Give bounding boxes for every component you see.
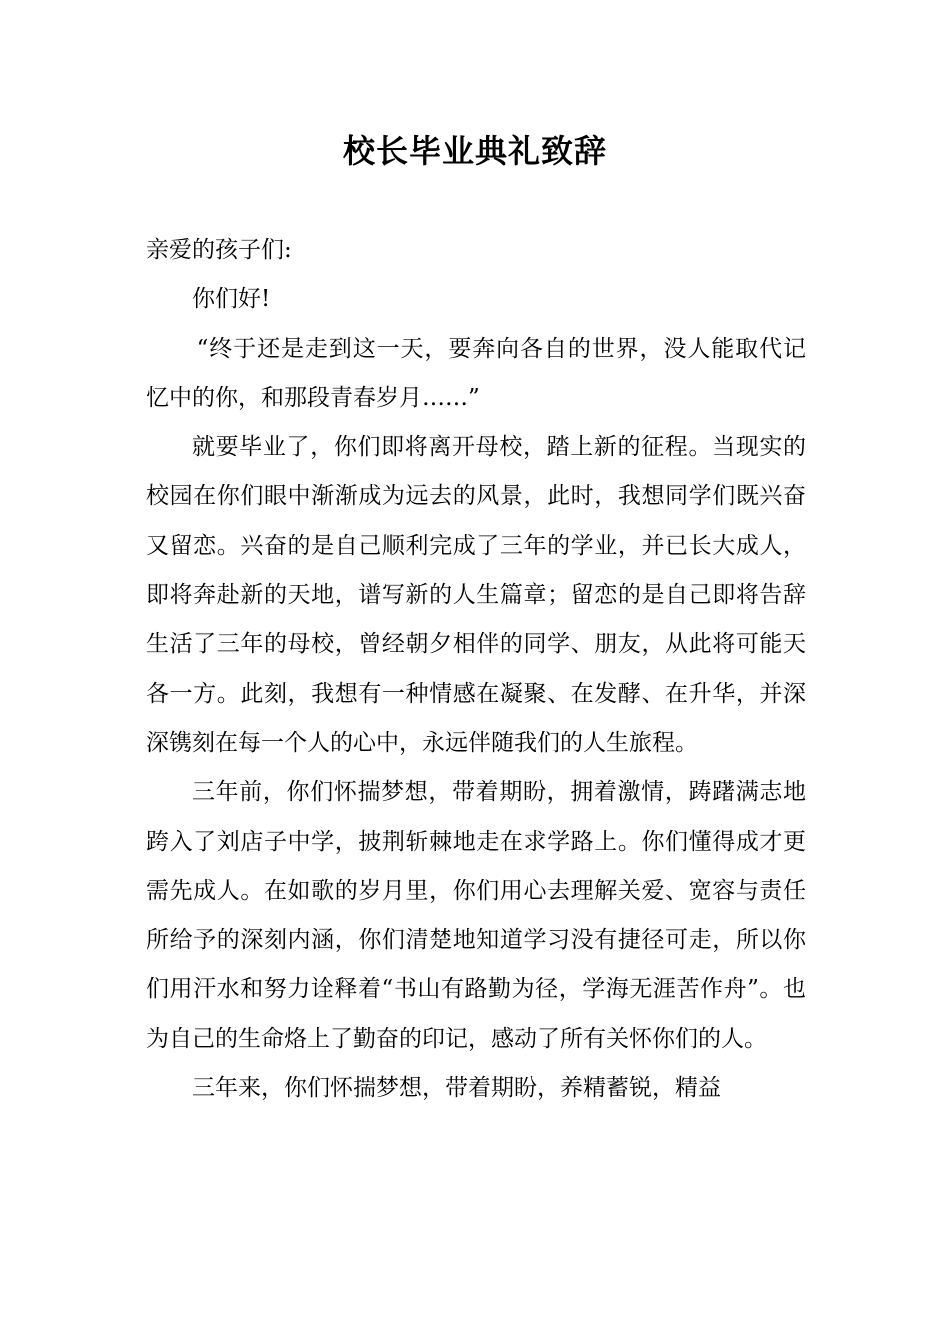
document-body: [146, 226, 806, 1113]
paragraph-graduation: 就要毕业了，你们即将离开母校，踏上新的征程。当现实的校园在你们眼中渐渐成为远去的风景，此时，我想同学们既兴奋又留恋。兴奋的是自己顺利完成了三年的学业，并已长大成人，即将奔赴新的天地，谱写新的人生篇章；留恋的是自己即将告辞生活了三年的母校，曾经朝夕相伴的同学、朋友，从此将可能天各一方。此刻，我想有一种情感在凝聚、在发酵、在升华，并深深镌刻在每一个人的心中，永远伴随我们的人生旅程。: [146, 434, 806, 756]
salutation: 亲爱的孩子们:: [146, 237, 292, 263]
paragraph-greeting: 你们好!: [192, 286, 271, 313]
paragraph-three-years-ago: 三年前，你们怀揣梦想，带着期盼，拥着激情，踌躇满志地跨入了刘店子中学，披荆斩棘地走在求学路上。你们懂得成才更需先成人。在如歌的岁月里，你们用心去理解关爱、宽容与责任所给予的深刻内涵，你们清楚地知道学习没有捷径可走，所以你们用汗水和努力诠释着“书山有路勤为径，学海无涯苦作舟”。也为自己的生命烙上了勤奋的印记，感动了所有关怀你们的人。: [146, 779, 806, 1052]
document-title: 校长毕业典礼致辞: [342, 132, 607, 170]
paragraph-three-years-since: 三年来，你们怀揣梦想，带着期盼，养精蓄锐，精益: [192, 1075, 721, 1102]
paragraph-quote: “终于还是走到这一天，要奔向各自的世界，没人能取代记忆中的你，和那段青春岁月……”: [146, 335, 806, 411]
